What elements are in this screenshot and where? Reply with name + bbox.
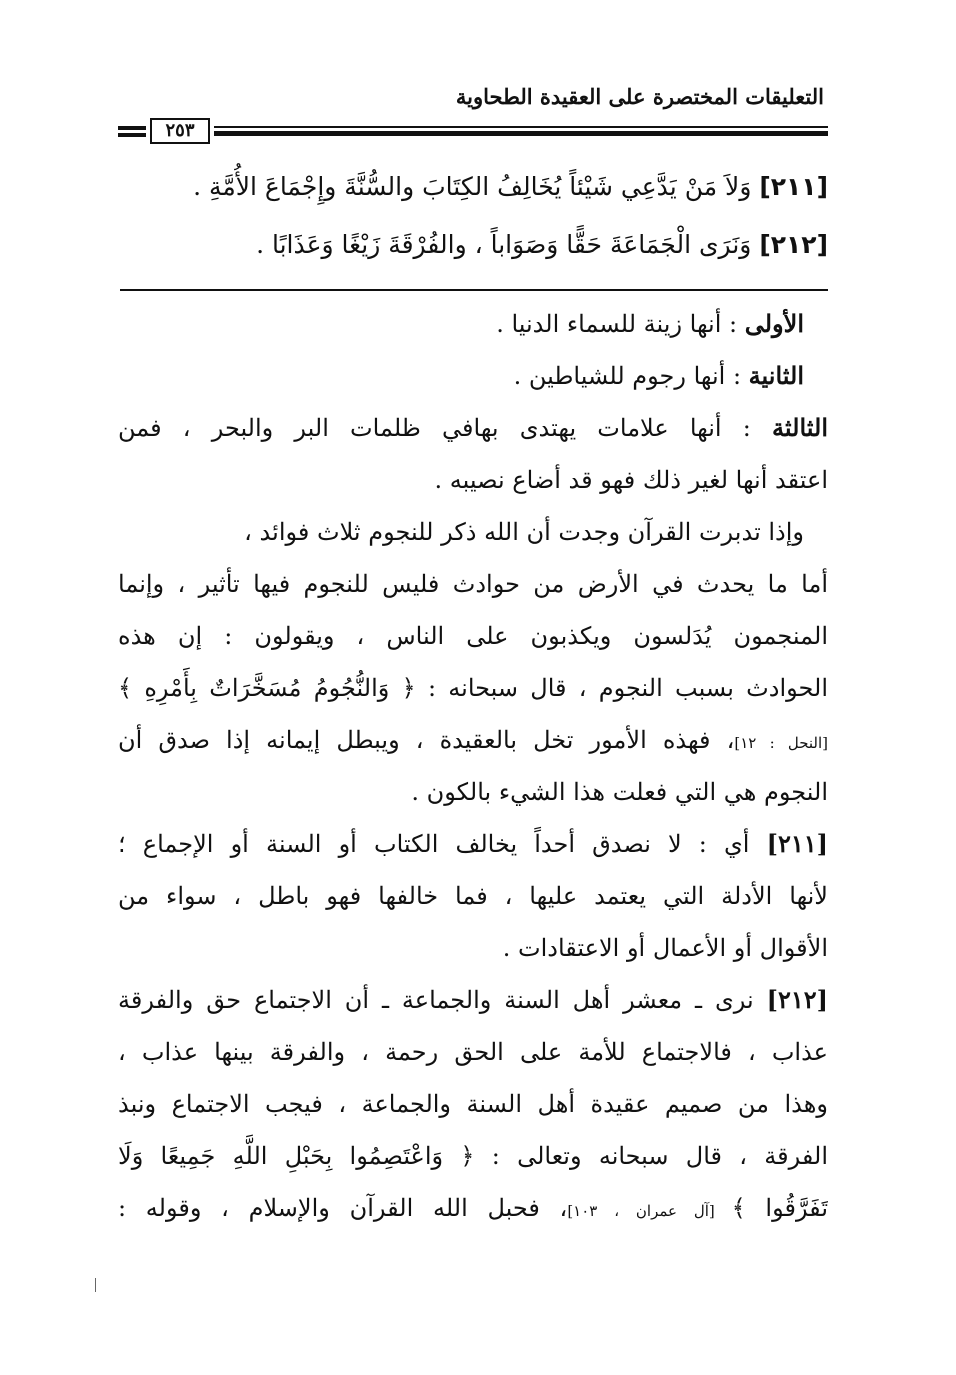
body-line-12: لأنها الأدلة التي يعتمد عليها ، فما خالفها فهو باطل ، سواء من (118, 882, 828, 910)
scan-mark (95, 1278, 96, 1292)
body-line-10: النجوم هي التي فعلت هذا الشيء بالكون . (411, 778, 828, 806)
line-text: : أنها زينة للسماء الدنيا . (496, 310, 745, 338)
body-line-6: أما ما يحدث في الأرض من حوادث فليس للنجوم فيها تأثير ، وإنما (118, 570, 828, 598)
header-rule-left-a (118, 126, 146, 130)
page-number: ٢٥٣ (150, 118, 210, 144)
body-line-16: وهذا من صميم عقيدة أهل السنة والجماعة ، فيجب الاجتماع ونبذ (118, 1090, 828, 1118)
matn-text: وَلاَ مَنْ يَدَّعِي شَيْئاً يُخَالِفُ الكِتَابَ والسُّنَّةَ وإِجْمَاعَ الأُمَّةِ . (193, 172, 752, 201)
body-line-15: عذاب ، فالاجتماع للأمة على الحق رحمة ، والفرقة بينها عذاب ، (118, 1038, 828, 1066)
body-line-3 (118, 404, 828, 452)
line-text: ، فهذه الأمور تخل بالعقيدة ، ويبطل إيمانه إذا صدق أن (118, 726, 735, 754)
line-text: : أنها علامات يهتدى بهافي ظلمات البر والبحر ، فمن (118, 414, 773, 442)
verse-reference: [النحل : ١٢] (734, 734, 828, 752)
line-text: نرى ـ معشر أهل السنة والجماعة ـ أن الاجتماع حق والفرقة (118, 986, 767, 1014)
point-label: الثالثة (772, 413, 828, 442)
comment-number: [٢١٢] (766, 985, 828, 1014)
matn-number: [٢١١] (759, 172, 828, 201)
body-line-17 (118, 1132, 828, 1180)
line-text: الحوادث بسبب النجوم ، قال سبحانه : (415, 674, 828, 702)
quran-verse: ﴿ وَالنُّجُومُ مُسَخَّرَاتٌ بِأَمْرِهِ ﴾ (118, 674, 416, 702)
line-text: أي : لا نصدق أحداً يخالف الكتاب أو السنة أو الإجماع ؛ (118, 830, 767, 858)
header-rule-top (214, 126, 828, 128)
body-line-18 (118, 1184, 828, 1232)
matn-text: وَنَرَى الْجَمَاعَةَ حَقًّا وَصَوَاباً ، والفُرْقَةَ زَيْغًا وَعَذَابًا . (256, 230, 752, 259)
line-text: : أنها رجوم للشياطين . (513, 362, 749, 390)
matn-211 (150, 172, 828, 201)
section-separator (120, 289, 828, 291)
body-line-7: المنجمون يُدَلسون ويكذبون على الناس ، ويقولون : إن هذه (118, 622, 828, 650)
comment-number: [٢١١] (766, 829, 828, 858)
body-line-1 (118, 300, 804, 348)
matn-number: [٢١٢] (759, 230, 828, 259)
verse-reference: [آل عمران ، ١٠٣] (567, 1202, 732, 1220)
point-label: الأولى (744, 309, 804, 338)
running-header-title: التعليقات المختصرة على العقيدة الطحاوية (455, 84, 824, 109)
quran-verse: ﴿ وَاعْتَصِمُوا بِحَبْلِ اللَّهِ جَمِيعًا وَلَا (118, 1142, 475, 1170)
body-line-8 (118, 664, 828, 712)
body-line-2 (118, 352, 804, 400)
body-line-13: الأقوال أو الأعمال أو الاعتقادات . (502, 934, 828, 962)
point-label: الثانية (748, 361, 804, 390)
body-line-4: اعتقد أنها لغير ذلك فهو قد أضاع نصيبه . (434, 466, 828, 494)
header-rule-left-b (118, 133, 146, 137)
header-rule-thick (214, 131, 828, 136)
body-line-14 (118, 976, 828, 1024)
quran-verse: تَفَرَّقُوا ﴾ (731, 1194, 828, 1222)
line-text: ، فحبل الله القرآن والإسلام ، وقوله : (118, 1194, 568, 1222)
line-text: الفرقة ، قال سبحانه وتعالى : (474, 1142, 828, 1170)
body-line-9 (118, 716, 828, 764)
body-line-5: وإذا تدبرت القرآن وجدت أن الله ذكر للنجوم ثلاث فوائد ، (244, 518, 804, 546)
matn-212 (150, 230, 828, 259)
body-line-11 (118, 820, 828, 868)
